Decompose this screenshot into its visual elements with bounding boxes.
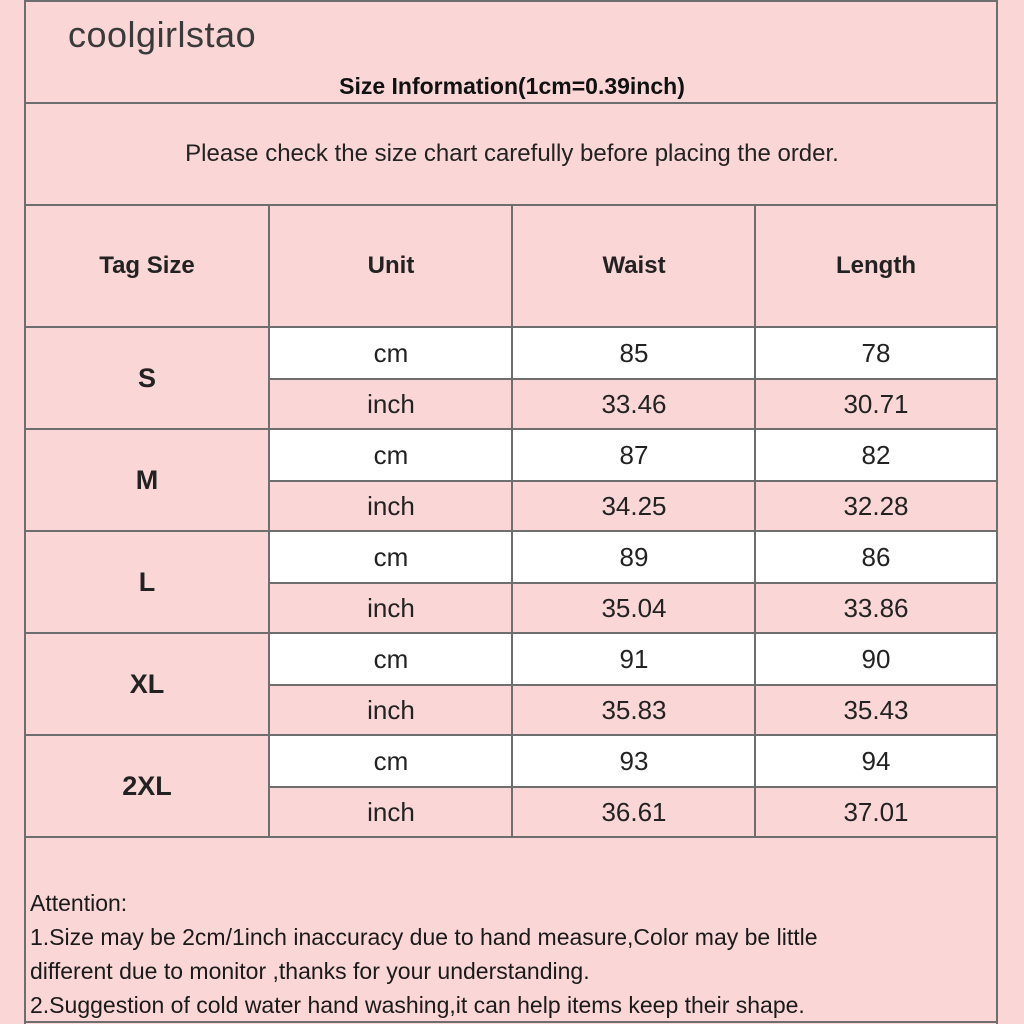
waist-cell: 35.83: [601, 694, 667, 725]
waist-cell: 33.46: [601, 388, 667, 419]
length-cell: 33.86: [843, 592, 909, 623]
unit-cell: cm: [373, 643, 409, 674]
header-length: Length: [836, 252, 916, 279]
waist-cell: 89: [619, 541, 649, 572]
waist-cell: 36.61: [601, 796, 667, 827]
grid-line: [268, 204, 270, 838]
waist-cell: 35.04: [601, 592, 667, 623]
unit-cell: inch: [367, 388, 415, 419]
unit-cell: inch: [367, 490, 415, 521]
page-title: Size Information(1cm=0.39inch): [339, 73, 685, 99]
header-unit: Unit: [367, 252, 415, 279]
bottom-border: [24, 1021, 998, 1023]
unit-cell: cm: [373, 439, 409, 470]
grid-line: [754, 204, 756, 838]
waist-cell: 34.25: [601, 490, 667, 521]
size-label-s: S: [137, 362, 156, 393]
length-cell: 78: [861, 337, 891, 368]
length-cell: 37.01: [843, 796, 909, 827]
attention-notes: [30, 886, 990, 1022]
waist-cell: 91: [619, 643, 649, 674]
attention-line-1b: different due to monitor ,thanks for your understanding.: [30, 958, 590, 984]
length-cell: 35.43: [843, 694, 909, 725]
size-label-l: L: [138, 566, 156, 597]
unit-cell: cm: [373, 541, 409, 572]
attention-line-2: 2.Suggestion of cold water hand washing,it can help items keep their shape.: [30, 992, 805, 1018]
grid-line: [268, 684, 998, 686]
grid-line: [511, 204, 513, 838]
waist-cell: 87: [619, 439, 649, 470]
waist-cell: 93: [619, 745, 649, 776]
unit-cell: inch: [367, 592, 415, 623]
waist-cell: 85: [619, 337, 649, 368]
top-border: [24, 0, 998, 2]
grid-line: [268, 786, 998, 788]
unit-cell: cm: [373, 337, 409, 368]
header-tag-size: Tag Size: [99, 252, 195, 279]
unit-cell: cm: [373, 745, 409, 776]
length-cell: 94: [861, 745, 891, 776]
length-cell: 82: [861, 439, 891, 470]
attention-line-1a: 1.Size may be 2cm/1inch inaccuracy due to hand measure,Color may be little: [30, 924, 818, 950]
size-label-m: M: [135, 464, 159, 495]
unit-cell: inch: [367, 694, 415, 725]
length-cell: 90: [861, 643, 891, 674]
header-waist: Waist: [602, 252, 666, 279]
grid-line: [268, 582, 998, 584]
notice-text: Please check the size chart carefully before placing the order.: [185, 140, 839, 167]
size-label-xl: XL: [129, 668, 165, 699]
unit-cell: inch: [367, 796, 415, 827]
length-cell: 30.71: [843, 388, 909, 419]
length-cell: 86: [861, 541, 891, 572]
grid-line: [268, 378, 998, 380]
attention-heading: Attention:: [30, 890, 128, 916]
brand-name: coolgirlstao: [68, 14, 257, 55]
grid-line: [268, 480, 998, 482]
size-label-2xl: 2XL: [122, 770, 172, 801]
length-cell: 32.28: [843, 490, 909, 521]
